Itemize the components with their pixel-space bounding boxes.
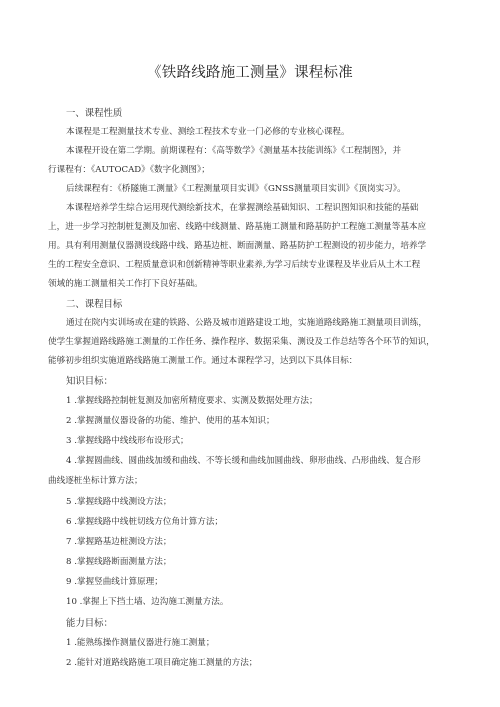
paragraph-line: 使学生掌握道路线路施工测量的工作任务、操作程序、数据采集、测设及工作总结等各个环节的知识，	[48, 337, 435, 347]
paragraph-line: 用。具有利用测量仪器测设线路中线、路基边桩、断面测量、路基防护工程测设的初步能力，培养学	[48, 241, 427, 251]
paragraph-line: 上，进一步学习控制桩复测及加密、线路中线测量、路基施工测量和路基防护工程施工测量等基本应	[48, 222, 427, 232]
list-item: 7 .掌握路基边桩测设方法；	[66, 537, 172, 547]
paragraph-line: 领域的施工测量相关工作打下良好基础。	[48, 279, 203, 289]
list-item-continuation: 曲线逐桩坐标计算方法；	[48, 476, 143, 486]
list-item: 9 .掌握竖曲线计算原理；	[66, 577, 163, 587]
paragraph-line: 能够初步组织实施道路线路施工测量工作。通过本课程学习，达到以下具体目标：	[48, 356, 358, 366]
paragraph-line: 生的工程安全意识、工程质量意识和创新精神等职业素养,为学习后续专业课程及毕业后从土木工程	[48, 260, 421, 270]
list-item: 2 .能针对道路线路施工项目确定施工测量的方法；	[66, 658, 258, 668]
section-heading-objectives: 二、课程目标	[66, 299, 123, 310]
list-item: 5 .掌握线路中线测设方法；	[66, 497, 172, 507]
paragraph-line: 本课程是工程测量技术专业、测绘工程技术专业一门必修的专业核心课程。	[66, 127, 350, 137]
paragraph-line: 本课程培养学生综合运用现代测绘新技术，在掌握测绘基础知识、工程识图知识和技能的基础	[66, 203, 419, 213]
ability-objectives-heading: 能力目标：	[66, 618, 113, 629]
knowledge-objectives-heading: 知识目标：	[66, 376, 113, 387]
paragraph-line: 本课程开设在第二学期。前期课程有：《高等数学》《测量基本技能训练》《工程制图》，并	[66, 146, 402, 156]
list-item: 8 .掌握线路断面测量方法；	[66, 557, 172, 567]
list-item: 1 .掌握线路控制桩复测及加密所精度要求、实测及数据处理方法；	[66, 396, 318, 406]
list-item: 2 .掌握测量仪器设备的功能、维护、使用的基本知识；	[66, 416, 275, 426]
list-item: 6 .掌握线路中线桩切线方位角计算方法；	[66, 517, 224, 527]
section-heading-nature: 一、课程性质	[66, 108, 123, 119]
list-item: 1 .能熟练操作测量仪器进行施工测量；	[66, 638, 215, 648]
document-title: 《铁路线路施工测量》课程标准	[147, 65, 353, 81]
paragraph-line: 行课程有：《AUTOCAD》《数字化测图》；	[48, 165, 210, 175]
list-item: 3 .掌握线路中线线形布设形式；	[66, 436, 189, 446]
paragraph-line: 通过在院内实训场或在建的铁路、公路及城市道路建设工地，实施道路线路施工测量项目训练，	[66, 318, 427, 328]
paragraph-line: 后续课程有：《桥隧施工测量》《工程测量项目实训》《GNSS测量项目实训》《顶岗实习》。	[66, 184, 406, 194]
list-item: 10 .掌握上下挡土墙、边沟施工测量方法。	[66, 597, 229, 607]
list-item: 4 .掌握圆曲线、圆曲线加缓和曲线、不等长缓和曲线加圆曲线、卵形曲线、凸形曲线、复合形	[66, 456, 421, 466]
